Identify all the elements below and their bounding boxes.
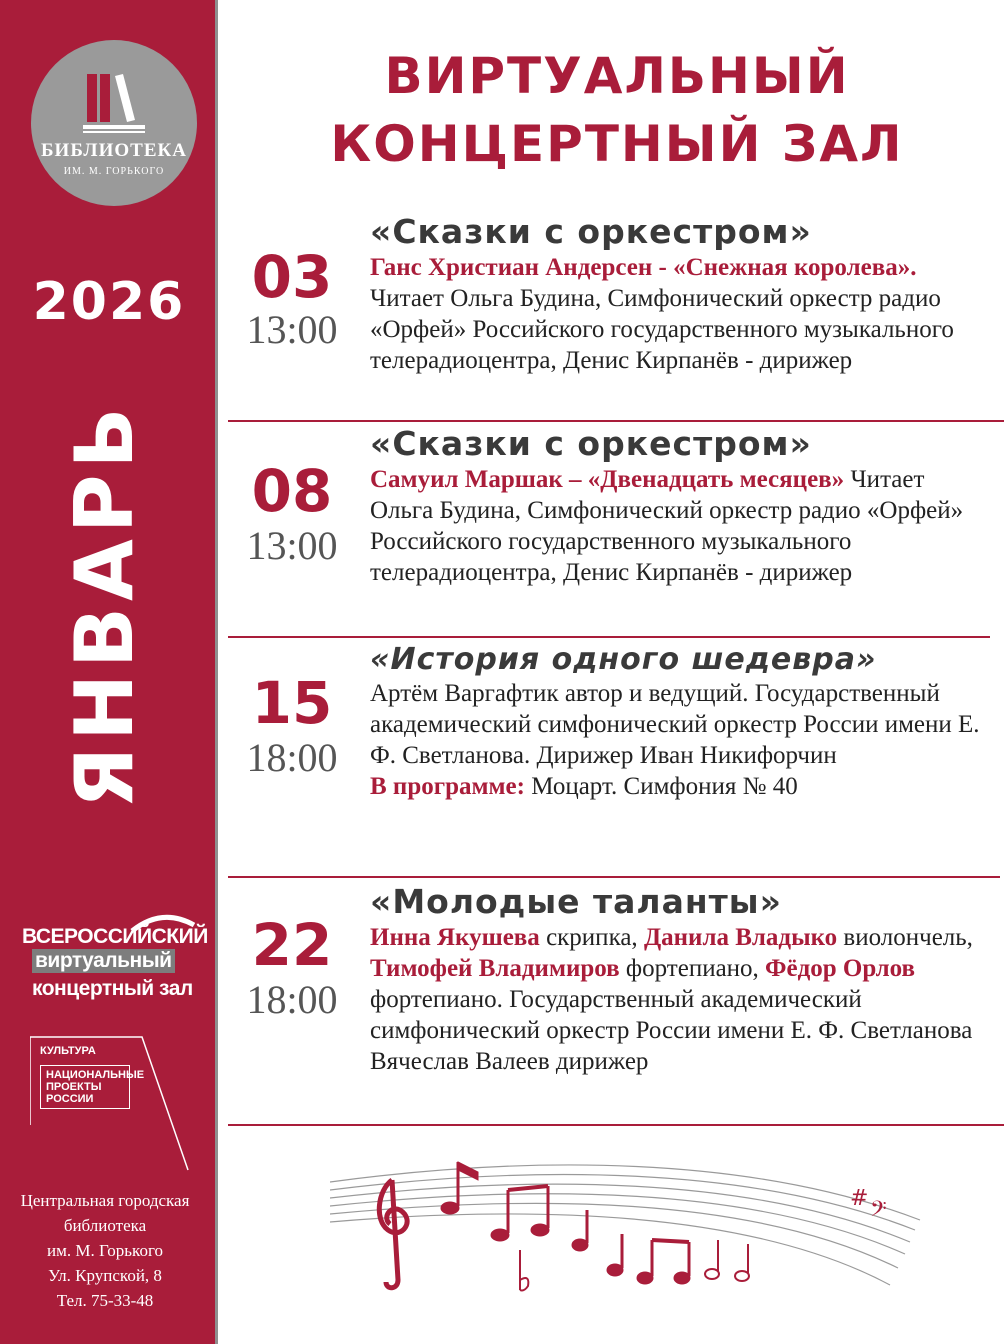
- performer-name: Инна Якушева: [370, 924, 540, 951]
- event-title: «Сказки с оркестром»: [370, 212, 812, 251]
- svg-text:𝄢: 𝄢: [870, 1197, 887, 1227]
- performer-name: Фёдор Орлов: [765, 955, 916, 982]
- music-notes-icon: [330, 1150, 930, 1320]
- event-time: 18:00: [246, 977, 338, 1022]
- month: ЯНВАРЬ: [58, 401, 151, 809]
- event-highlight: Ганс Христиан Андерсен - «Снежная королева».: [370, 254, 917, 281]
- performer-role: виолончель,: [837, 924, 973, 951]
- vkz-line-2: виртуальный: [32, 949, 175, 973]
- performer-name: Тимофей Владимиров: [370, 955, 620, 982]
- event-item: [228, 644, 1000, 874]
- event-time: 13:00: [246, 307, 338, 352]
- event-title: «Сказки с оркестром»: [370, 424, 812, 463]
- address-line: Центральная городская: [20, 1191, 190, 1210]
- event-program: [370, 771, 982, 802]
- performer-role: фортепиано.: [370, 986, 510, 1013]
- library-logo: [31, 40, 197, 206]
- event-title: «Молодые таланты»: [370, 882, 782, 921]
- library-logo-subtitle: ИМ. М. ГОРЬКОГО: [63, 166, 165, 177]
- divider: [228, 636, 990, 638]
- event-program-text: Моцарт. Симфония № 40: [524, 773, 798, 800]
- event-title: «История одного шедевра»: [370, 642, 877, 677]
- event-description: [370, 922, 982, 1046]
- address-line: библиотека: [63, 1216, 147, 1235]
- event-text: Читает Ольга Будина, Симфонический оркестр радио «Орфей» Российского государственного музыкального телерадиоцентра, Денис Кирпанёв - дирижер: [370, 466, 964, 586]
- virtual-concert-hall-logo: [22, 905, 208, 1015]
- np-logo-line: НАЦИОНАЛЬНЫЕ: [46, 1069, 145, 1081]
- vkz-line-3: концертный зал: [32, 977, 193, 1000]
- address-line: Ул. Крупской, 8: [48, 1266, 162, 1285]
- address: [0, 1188, 210, 1313]
- page-title-line-2: КОНЦЕРТНЫЙ ЗАЛ: [330, 115, 904, 173]
- event-program-label: В программе:: [370, 773, 525, 800]
- event-text: Государственный академический симфонический оркестр России имени Е. Ф. Светланова: [370, 986, 973, 1044]
- event-time: 18:00: [246, 735, 338, 780]
- event-day: 15: [251, 669, 333, 737]
- address-line: Тел. 75-33-48: [56, 1291, 154, 1310]
- event-day: 03: [251, 243, 333, 311]
- event-text: Читает Ольга Будина, Симфонический оркестр радио «Орфей» Российского государственного музыкального телерадиоцентра, Денис Кирпанёв - дирижер: [370, 285, 954, 374]
- page-title: [232, 42, 1002, 178]
- svg-text:#: #: [850, 1186, 869, 1211]
- event-item: [228, 884, 1000, 1124]
- event-day: 08: [251, 457, 333, 525]
- library-logo-name: БИБЛИОТЕКА: [41, 140, 187, 161]
- event-description: [370, 464, 982, 588]
- event-description: [370, 252, 982, 376]
- performer-name: Данила Владыко: [643, 924, 838, 951]
- np-logo-top: КУЛЬТУРА: [40, 1045, 96, 1057]
- books-icon: [83, 70, 145, 134]
- divider: [228, 1124, 1004, 1126]
- event-day: 22: [251, 911, 333, 979]
- performer-role: скрипка,: [539, 924, 644, 951]
- event-item: [228, 424, 1000, 628]
- vkz-line-1: ВСЕРОССИЙСКИЙ: [22, 925, 208, 948]
- np-logo-box: [40, 1065, 145, 1109]
- event-conductor: Вячеслав Валеев дирижер: [370, 1048, 649, 1075]
- divider: [228, 420, 1004, 422]
- sidebar: [0, 0, 218, 1344]
- event-highlight: Самуил Маршак – «Двенадцать месяцев»: [370, 466, 845, 493]
- event-description: Артём Варгафтик автор и ведущий. Государственный академический симфонический оркестр России имени Е. Ф. Светланова. Дирижер Иван Никифорчин: [370, 680, 980, 769]
- performer-role: фортепиано,: [619, 955, 766, 982]
- event-time: 13:00: [246, 523, 338, 568]
- year: 2026: [32, 272, 186, 332]
- national-projects-logo: [30, 1035, 190, 1175]
- page-title-line-1: ВИРТУАЛЬНЫЙ: [384, 47, 850, 105]
- divider: [228, 876, 1000, 878]
- event-item: [228, 212, 1000, 418]
- np-logo-line: РОССИИ: [46, 1093, 94, 1105]
- address-line: им. М. Горького: [46, 1241, 163, 1260]
- np-logo-line: ПРОЕКТЫ: [46, 1081, 102, 1093]
